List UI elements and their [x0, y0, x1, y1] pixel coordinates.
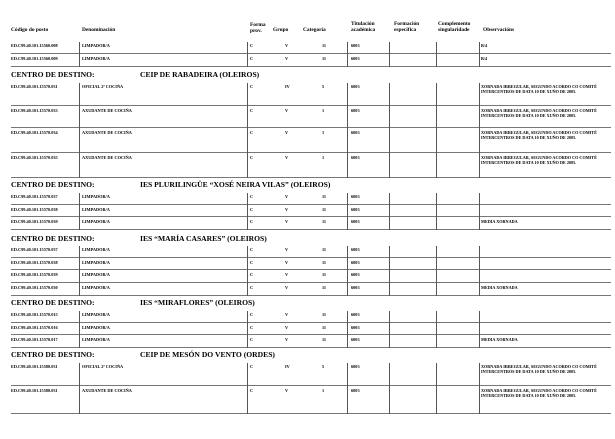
cell-observacions: XORNADA IRREGULAR, SEGUNDO ACORDO CO COMITÉ INTERCENTROS DE DATA 10 DE XUÑO DE 2005.	[481, 388, 597, 398]
cell-observacions: XORNADA IRREGULAR, SEGUNDO ACORDO CO COMITÉ INTERCENTROS DE DATA 10 DE XUÑO DE 2005.	[481, 155, 597, 165]
section-title: IES PLURILINGÜE “XOSÉ NEIRA VILAS” (OLEIROS)	[140, 180, 331, 189]
cell-titulacion: 6003	[351, 56, 360, 61]
cell-categoria: 11	[322, 312, 327, 317]
cell-titulacion: 6003	[351, 84, 360, 89]
row-divider	[11, 385, 611, 386]
cell-categoria: 11	[322, 219, 327, 224]
cell-codigo: ED.C99.40.101.15570.038	[11, 260, 58, 265]
row-divider	[11, 322, 611, 323]
cell-observacions: B/4	[481, 43, 488, 48]
cell-observacions: MEDIA XORNADA	[481, 337, 518, 342]
header-forma-prov: Forma prov.	[250, 22, 266, 34]
cell-grupo: V	[285, 219, 289, 224]
column-divider	[436, 311, 437, 348]
cell-codigo: ED.C99.40.101.15580.031	[11, 388, 58, 393]
column-divider	[79, 363, 80, 414]
cell-categoria: 11	[322, 194, 327, 199]
column-divider	[347, 311, 348, 348]
row-divider	[11, 127, 611, 128]
column-divider	[389, 246, 390, 296]
column-divider	[79, 83, 80, 178]
header-categoria: Categoría	[303, 27, 326, 33]
cell-codigo: ED.C99.40.101.15570.016	[11, 325, 58, 330]
cell-forma: C	[250, 84, 254, 89]
cell-forma: C	[250, 247, 254, 252]
cell-categoria: 1	[322, 388, 325, 393]
row-divider	[11, 152, 611, 153]
cell-titulacion: 6003	[351, 247, 360, 252]
cell-denominacion: LIMPADOR/A	[82, 312, 110, 317]
column-divider	[347, 83, 348, 178]
cell-denominacion: LIMPADOR/A	[82, 207, 110, 212]
column-divider	[79, 246, 80, 296]
cell-grupo: V	[285, 56, 289, 61]
section-title: CEIP DE RABADEIRA (OLEIROS)	[140, 70, 260, 79]
header-titulacion: Titulación académica	[351, 21, 376, 33]
cell-titulacion: 6003	[351, 388, 360, 393]
row-divider	[11, 269, 611, 270]
section-title: CEIP DE MESÓN DO VENTO (ORDES)	[140, 350, 275, 359]
cell-observacions: XORNADA IRREGULAR, SEGUNDO ACORDO CO COMITÉ INTERCENTROS DE DATA 10 DE XUÑO DE 2005.	[481, 130, 597, 140]
cell-denominacion: OFICIAL 2ª COCIÑA	[82, 364, 124, 369]
cell-categoria: 5	[322, 84, 325, 89]
cell-observacions: MEDIA XORNADA	[481, 219, 518, 224]
cell-titulacion: 6003	[351, 130, 360, 135]
column-divider	[389, 83, 390, 178]
cell-forma: C	[250, 56, 254, 61]
column-divider	[479, 246, 480, 296]
column-divider	[479, 311, 480, 348]
column-divider	[389, 193, 390, 230]
cell-titulacion: 6003	[351, 155, 360, 160]
cell-titulacion: 6003	[351, 337, 360, 342]
row-divider	[11, 257, 611, 258]
cell-forma: C	[250, 325, 254, 330]
cell-denominacion: LIMPADOR/A	[82, 260, 110, 265]
row-divider	[11, 413, 611, 414]
header-formacion: Formación específica	[394, 21, 420, 33]
column-divider	[436, 42, 437, 67]
cell-grupo: V	[285, 388, 289, 393]
cell-codigo: ED.C99.40.101.15570.035	[11, 155, 58, 160]
cell-forma: C	[250, 155, 254, 160]
cell-observacions: XORNADA IRREGULAR, SEGUNDO ACORDO CO COMITÉ INTERCENTROS DE DATA 10 DE XUÑO DE 2005.	[481, 364, 597, 374]
column-divider	[436, 363, 437, 414]
row-divider	[11, 229, 611, 230]
column-divider	[247, 311, 248, 348]
column-divider	[479, 363, 480, 414]
column-divider	[79, 42, 80, 67]
cell-denominacion: OFICIAL 2ª COCIÑA	[82, 84, 124, 89]
row-divider	[11, 177, 611, 178]
cell-codigo: ED.C99.40.101.15570.015	[11, 312, 58, 317]
column-divider	[479, 83, 480, 178]
cell-codigo: ED.C99.40.101.15570.031	[11, 84, 58, 89]
column-divider	[347, 42, 348, 67]
cell-categoria: 11	[322, 272, 327, 277]
row-divider	[11, 204, 611, 205]
cell-titulacion: 6003	[351, 260, 360, 265]
cell-grupo: V	[285, 108, 289, 113]
section-label: CENTRO DE DESTINO:	[11, 350, 95, 359]
cell-codigo: ED.C99.40.101.15570.030	[11, 285, 58, 290]
cell-denominacion: LIMPADOR/A	[82, 272, 110, 277]
column-divider	[347, 246, 348, 296]
cell-categoria: 5	[322, 364, 325, 369]
cell-denominacion: AXUDANTE DE COCIÑA	[82, 130, 132, 135]
cell-observacions: XORNADA IRREGULAR, SEGUNDO ACORDO CO COMITÉ INTERCENTROS DE DATA 10 DE XUÑO DE 2005.	[481, 84, 597, 94]
cell-codigo: ED.C99.40.101.15570.039	[11, 219, 58, 224]
cell-codigo: ED.C99.40.101.15570.033	[11, 108, 58, 113]
cell-grupo: V	[285, 155, 289, 160]
column-divider	[436, 193, 437, 230]
cell-categoria: 11	[322, 207, 327, 212]
column-divider	[247, 83, 248, 178]
row-divider	[11, 347, 611, 348]
column-divider	[79, 311, 80, 348]
cell-grupo: V	[285, 337, 289, 342]
column-divider	[436, 83, 437, 178]
cell-forma: C	[250, 219, 254, 224]
cell-denominacion: LIMPADOR/A	[82, 219, 110, 224]
cell-categoria: 11	[322, 325, 327, 330]
cell-titulacion: 6003	[351, 108, 360, 113]
column-divider	[247, 193, 248, 230]
cell-denominacion: LIMPADOR/A	[82, 194, 110, 199]
cell-denominacion: LIMPADOR/A	[82, 43, 110, 48]
cell-grupo: IV	[285, 84, 290, 89]
cell-titulacion: 6003	[351, 43, 360, 48]
cell-categoria: 1	[322, 108, 325, 113]
cell-denominacion: LIMPADOR/A	[82, 247, 110, 252]
cell-forma: C	[250, 43, 254, 48]
cell-grupo: V	[285, 260, 289, 265]
cell-codigo: ED.C99.40.101.15580.031	[11, 364, 58, 369]
cell-grupo: IV	[285, 364, 290, 369]
cell-codigo: ED.C99.40.101.15570.017	[11, 337, 58, 342]
row-divider	[11, 334, 611, 335]
section-label: CENTRO DE DESTINO:	[11, 180, 95, 189]
cell-grupo: V	[285, 43, 289, 48]
cell-titulacion: 6003	[351, 285, 360, 290]
row-divider	[11, 216, 611, 217]
row-divider	[11, 66, 611, 67]
cell-categoria: 11	[322, 260, 327, 265]
cell-denominacion: AXUDANTE DE COCIÑA	[82, 155, 132, 160]
cell-forma: C	[250, 260, 254, 265]
cell-denominacion: LIMPADOR/A	[82, 337, 110, 342]
cell-categoria: 1	[322, 155, 325, 160]
section-label: CENTRO DE DESTINO:	[11, 70, 95, 79]
cell-denominacion: LIMPADOR/A	[82, 56, 110, 61]
cell-categoria: 11	[322, 56, 327, 61]
cell-forma: C	[250, 130, 254, 135]
cell-forma: C	[250, 364, 254, 369]
cell-denominacion: LIMPADOR/A	[82, 285, 110, 290]
cell-grupo: V	[285, 194, 289, 199]
cell-forma: C	[250, 108, 254, 113]
cell-grupo: V	[285, 272, 289, 277]
column-divider	[347, 363, 348, 414]
header-observacions: Observacións	[483, 27, 515, 33]
cell-codigo: ED.C99.40.101.15570.037	[11, 194, 58, 199]
cell-forma: C	[250, 388, 254, 393]
cell-titulacion: 6003	[351, 194, 360, 199]
cell-denominacion: AXUDANTE DE COCIÑA	[82, 388, 132, 393]
row-divider	[11, 295, 611, 296]
cell-categoria: 11	[322, 247, 327, 252]
cell-categoria: 11	[322, 285, 327, 290]
cell-forma: C	[250, 312, 254, 317]
cell-titulacion: 6003	[351, 364, 360, 369]
cell-forma: C	[250, 337, 254, 342]
cell-denominacion: LIMPADOR/A	[82, 325, 110, 330]
cell-codigo: ED.C99.40.101.15570.037	[11, 247, 58, 252]
cell-grupo: V	[285, 325, 289, 330]
column-divider	[347, 193, 348, 230]
cell-forma: C	[250, 272, 254, 277]
row-divider	[11, 282, 611, 283]
section-title: IES “MARÍA CASARES” (OLEIROS)	[140, 234, 267, 243]
section-label: CENTRO DE DESTINO:	[11, 234, 95, 243]
cell-grupo: V	[285, 207, 289, 212]
cell-forma: C	[250, 285, 254, 290]
header-denominacion: Denominación	[82, 27, 116, 33]
cell-codigo: ED.C99.40.101.15570.039	[11, 272, 58, 277]
cell-titulacion: 6003	[351, 207, 360, 212]
cell-grupo: V	[285, 247, 289, 252]
cell-categoria: 11	[322, 43, 327, 48]
cell-titulacion: 6003	[351, 219, 360, 224]
header-grupo: Grupo	[273, 27, 289, 33]
cell-grupo: V	[285, 130, 289, 135]
cell-observacions: B/4	[481, 56, 488, 61]
cell-categoria: 1	[322, 130, 325, 135]
column-divider	[247, 42, 248, 67]
column-divider	[389, 311, 390, 348]
cell-observacions: MEDIA XORNADA	[481, 285, 518, 290]
header-complemento: Complemento singularidade	[438, 21, 471, 33]
column-divider	[436, 246, 437, 296]
header-codigo: Código do posto	[11, 27, 49, 33]
column-divider	[247, 363, 248, 414]
cell-forma: C	[250, 207, 254, 212]
column-divider	[389, 42, 390, 67]
column-divider	[247, 246, 248, 296]
column-divider	[479, 42, 480, 67]
cell-codigo: ED.C99.40.101.15560.008	[11, 43, 58, 48]
cell-titulacion: 6003	[351, 272, 360, 277]
row-divider	[11, 53, 611, 54]
cell-observacions: XORNADA IRREGULAR, SEGUNDO ACORDO CO COMITÉ INTERCENTROS DE DATA 10 DE XUÑO DE 2005.	[481, 108, 597, 118]
row-divider	[11, 105, 611, 106]
cell-grupo: V	[285, 285, 289, 290]
cell-codigo: ED.C99.40.101.15570.034	[11, 130, 58, 135]
cell-titulacion: 6003	[351, 325, 360, 330]
cell-codigo: ED.C99.40.101.15560.009	[11, 56, 58, 61]
cell-forma: C	[250, 194, 254, 199]
section-label: CENTRO DE DESTINO:	[11, 298, 95, 307]
cell-titulacion: 6003	[351, 312, 360, 317]
column-divider	[389, 363, 390, 414]
cell-codigo: ED.C99.40.101.15570.038	[11, 207, 58, 212]
column-divider	[79, 193, 80, 230]
column-divider	[479, 193, 480, 230]
cell-denominacion: AXUDANTE DE COCIÑA	[82, 108, 132, 113]
cell-grupo: V	[285, 312, 289, 317]
section-title: IES “MIRAFLORES” (OLEIROS)	[140, 298, 255, 307]
cell-categoria: 11	[322, 337, 327, 342]
